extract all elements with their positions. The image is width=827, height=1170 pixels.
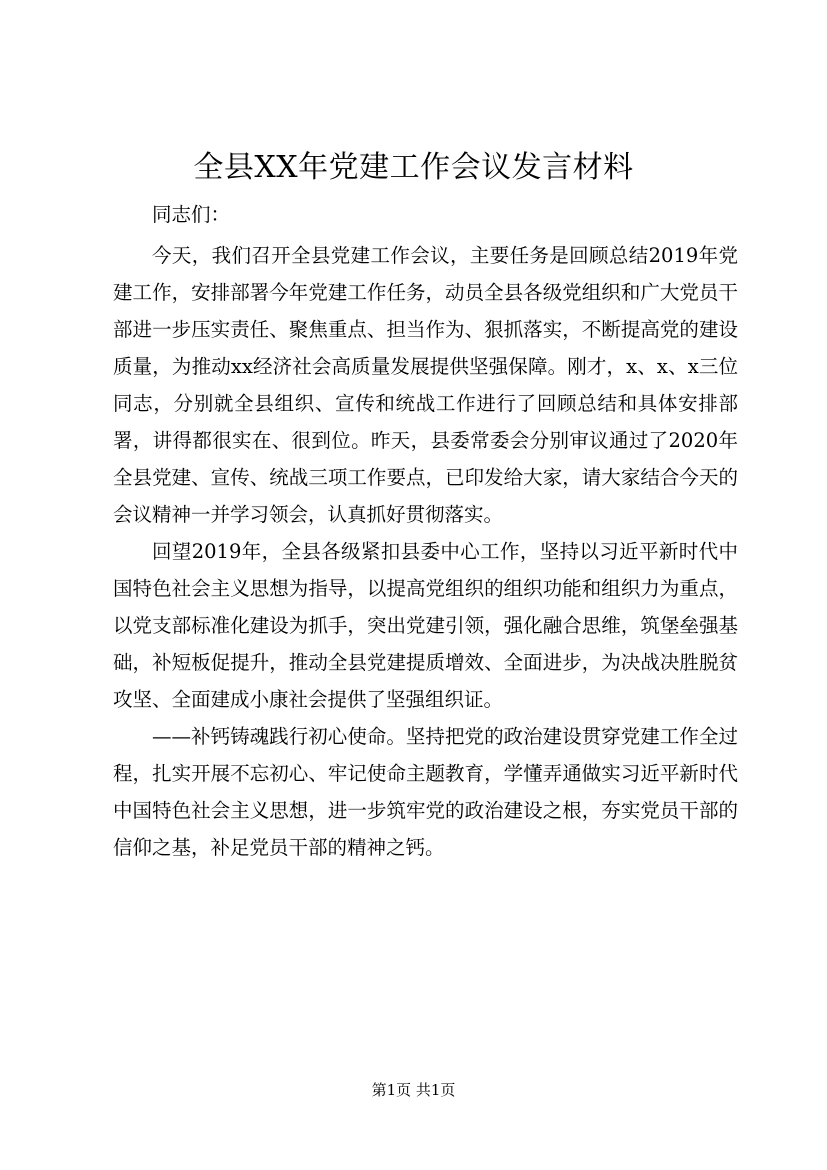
body-paragraph-2: 回望2019年，全县各级紧扣县委中心工作，坚持以习近平新时代中国特色社会主义思想为指导，以提高党组织的组织功能和组织力为重点，以党支部标准化建设为抓手，突出党建引领，强化融合思维，筑堡垒强基础，补短板促提升，推动全县党建提质增效、全面进步，为决战决胜脱贫攻坚、全面建成小康社会提供了坚强组织证。 [113, 540, 738, 711]
salutation: 同志们： [152, 203, 231, 226]
body-paragraph-3: ——补钙铸魂践行初心使命。坚持把党的政治建设贯穿党建工作全过程，扎实开展不忘初心、牢记使命主题教育，学懂弄通做实习近平新时代中国特色社会主义思想，进一步筑牢党的政治建设之根，夯实党员干部的信仰之基，补足党员干部的精神之钙。 [113, 725, 738, 859]
document-body [113, 196, 738, 866]
document-title: 全县XX年党建工作会议发言材料 [193, 150, 634, 185]
page-footer: 第1页 共1页 [371, 1081, 456, 1099]
body-paragraph-1: 今天，我们召开全县党建工作会议，主要任务是回顾总结2019年党建工作，安排部署今年党建工作任务，动员全县各级党组织和广大党员干部进一步压实责任、聚焦重点、担当作为、狠抓落实，不断提高党的建设质量，为推动xx经济社会高质量发展提供坚强保障。刚才，x、x、x三位同志，分别就全县组织、宣传和统战工作进行了回顾总结和具体安排部署，讲得都很实在、很到位。昨天，县委常委会分别审议通过了2020年全县党建、宣传、统战三项工作要点，已印发给大家，请大家结合今天的会议精神一并学习领会，认真抓好贯彻落实。 [113, 244, 738, 526]
